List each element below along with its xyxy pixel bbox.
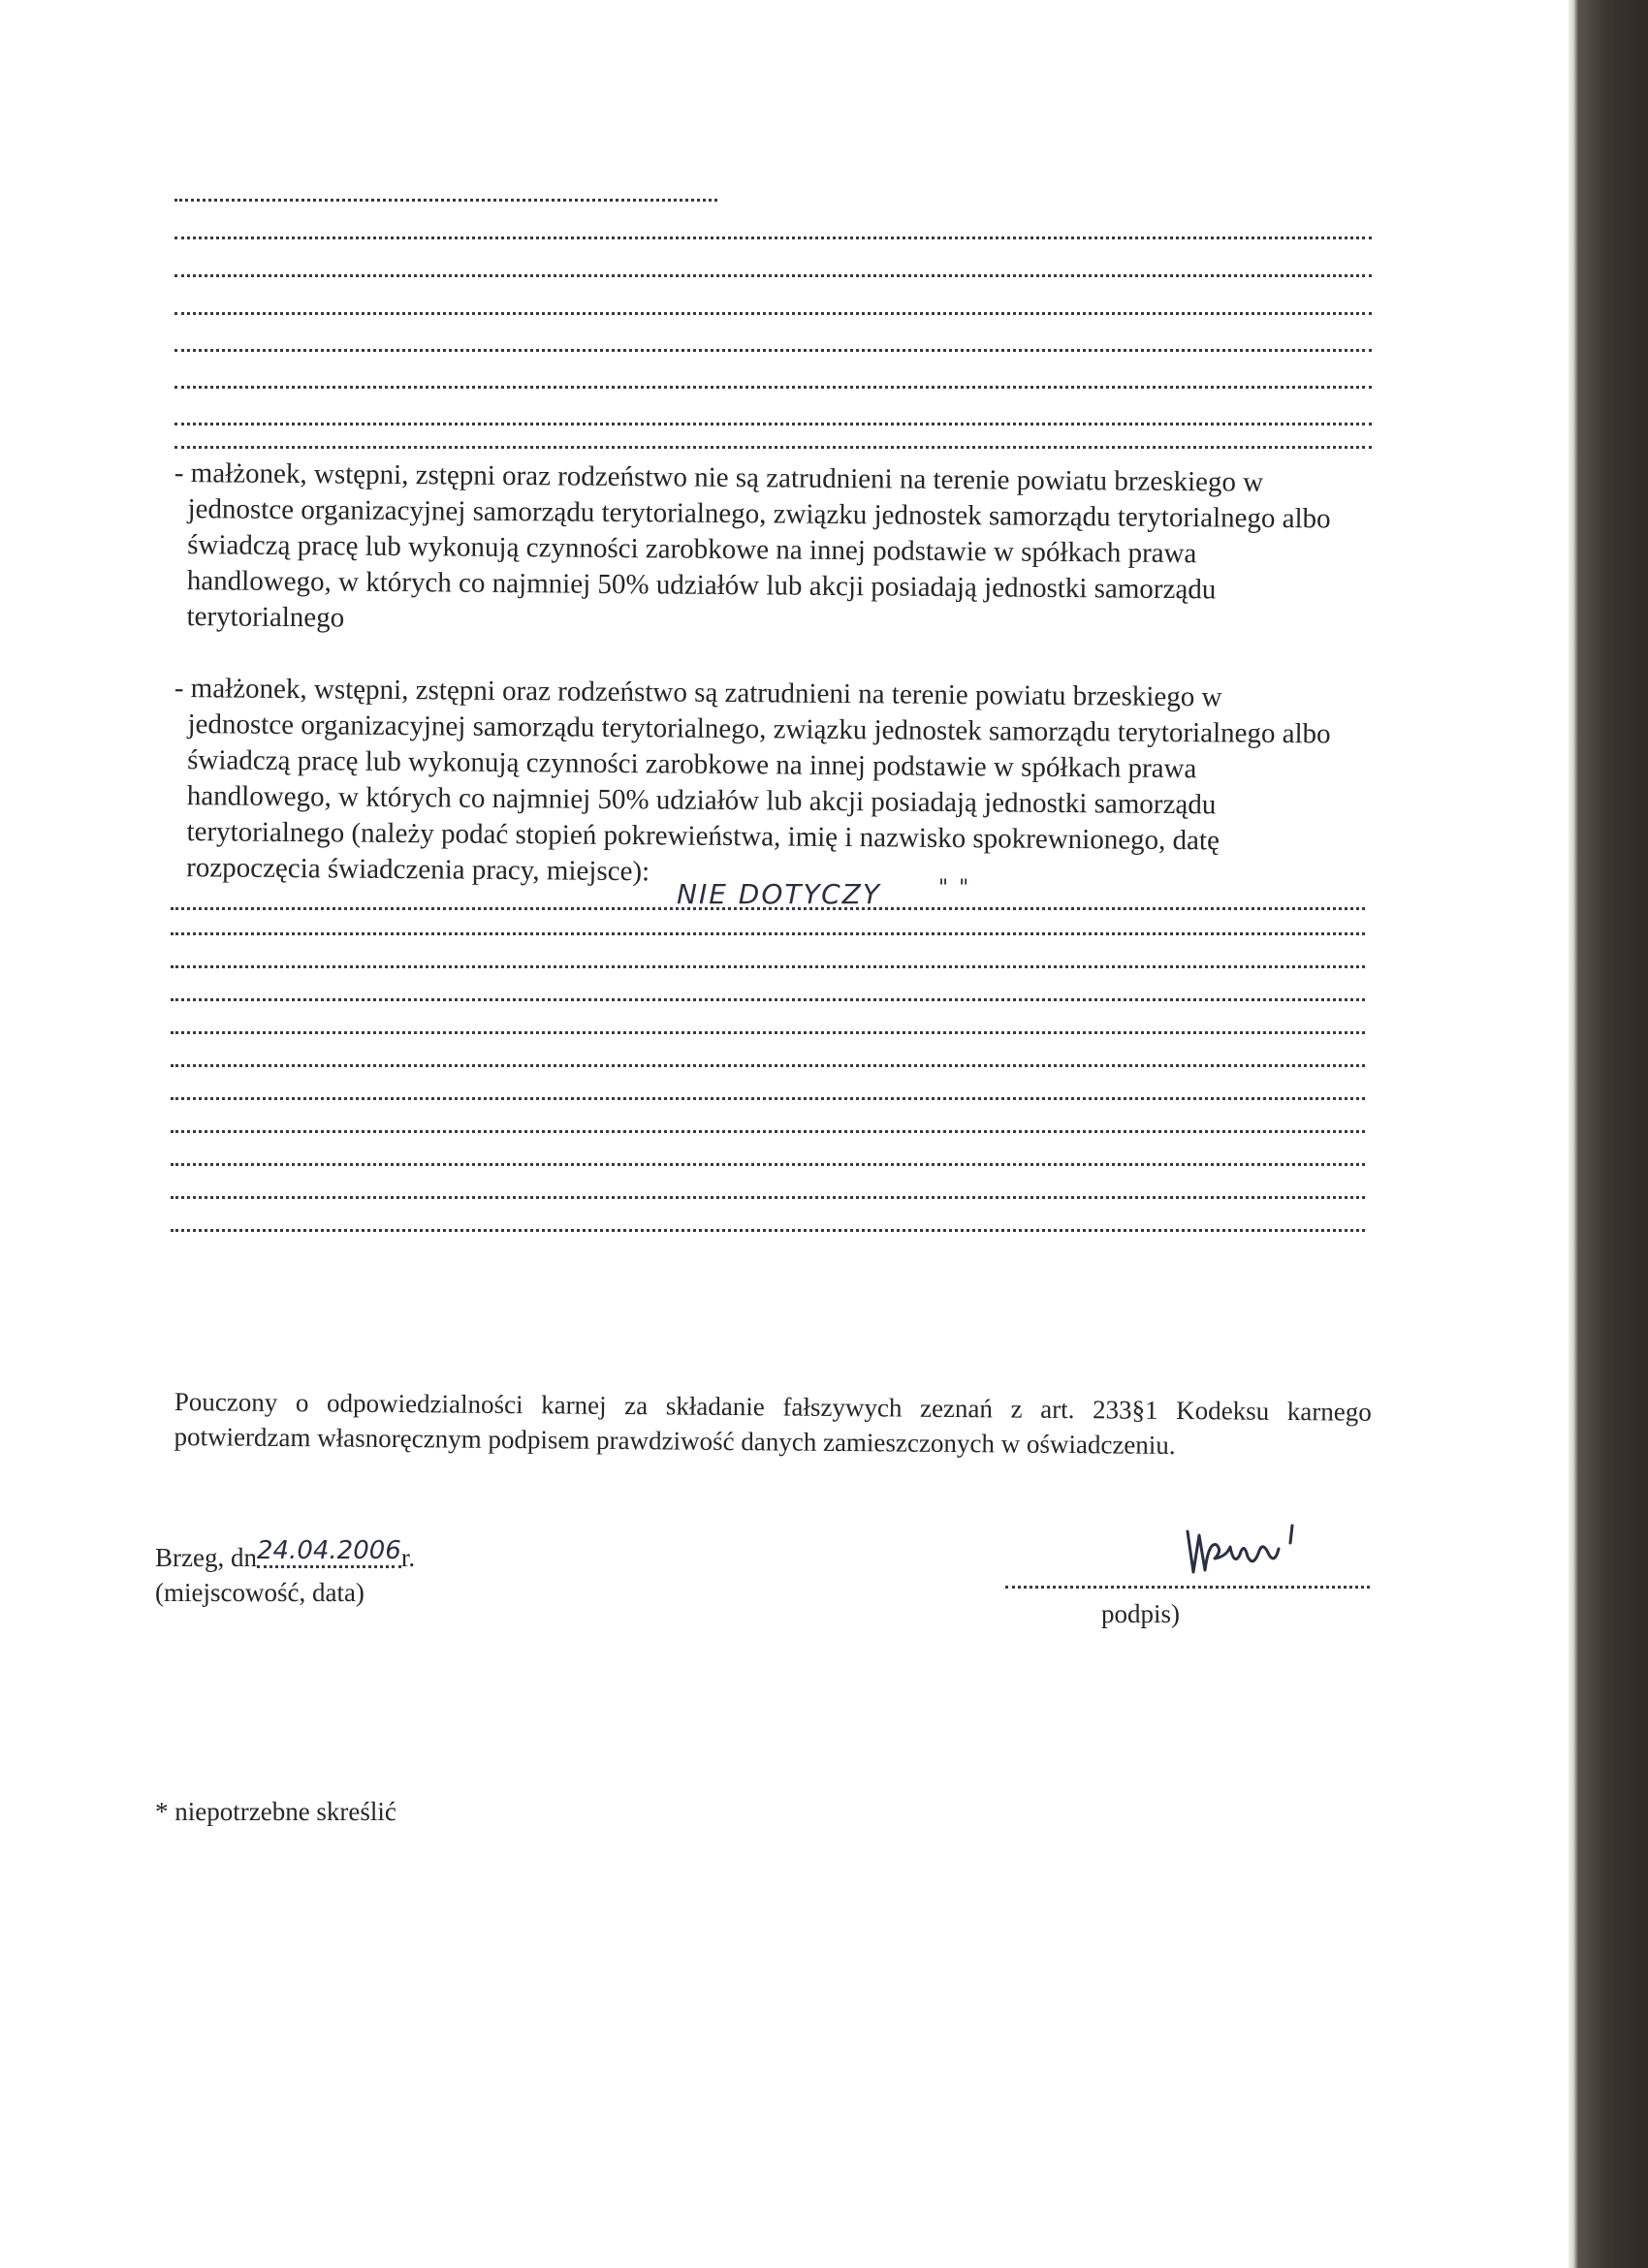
dotted-line: [171, 998, 1365, 1001]
dotted-line: [171, 965, 1365, 968]
dotted-line: [171, 1229, 1365, 1232]
dotted-line: [174, 236, 1372, 239]
statement-line: świadczą pracę lub wykonują czynności zarobkowe na innej podstawie w spółkach prawa: [187, 744, 1197, 785]
notice-line: potwierdzam własnoręcznym podpisem prawdziwość danych zamieszczonych w oświadczeniu.: [174, 1421, 1176, 1461]
statement-line: rozpoczęcia świadczenia pracy, miejsce):: [186, 852, 650, 888]
dotted-line: [174, 423, 1372, 425]
dotted-line: [174, 386, 1372, 389]
legal-notice: [174, 1384, 1372, 1465]
dotted-line: [171, 1130, 1365, 1133]
dotted-line: [174, 199, 717, 202]
statement-line: terytorialnego (należy podać stopień pokrewieństwa, imię i nazwisko spokrewnionego, datę: [186, 816, 1220, 857]
statement-line: handlowego, w których co najmniej 50% udziałów lub akcji posiadają jednostki samorządu: [186, 565, 1217, 606]
statement-line: - małżonek, wstępni, zstępni oraz rodzeństwo nie są zatrudnieni na terenie powiatu brzeskiego w: [174, 457, 1264, 498]
ditto-marks: " ": [938, 876, 971, 900]
dotted-line: [171, 1097, 1365, 1100]
handwritten-signature: [1178, 1512, 1314, 1580]
handwritten-answer: NIE DOTYCZY: [677, 878, 881, 910]
statement-line: - małżonek, wstępni, zstępni oraz rodzeństwo są zatrudnieni na terenie powiatu brzeskiego w: [174, 672, 1222, 713]
dotted-line: [171, 932, 1365, 935]
footnote: * niepotrzebne skreślić: [155, 1797, 396, 1826]
statement-employed: [173, 671, 1377, 897]
signature-caption: podpis): [1101, 1599, 1180, 1628]
statement-line: świadczą pracę lub wykonują czynności zarobkowe na innej podstawie w spółkach prawa: [187, 529, 1197, 570]
statement-line: jednostce organizacyjnej samorządu terytorialnego, związku jednostek samorządu terytorialnego albo: [187, 493, 1331, 535]
dotted-line: [171, 1064, 1365, 1067]
place-date-caption: (miejscowość, data): [155, 1578, 364, 1607]
dotted-line: [171, 1031, 1365, 1034]
signature-line: [1005, 1586, 1370, 1589]
dotted-line: [171, 1196, 1365, 1199]
statement-line: handlowego, w których co najmniej 50% udziałów lub akcji posiadają jednostki samorządu: [186, 780, 1217, 821]
dotted-line: [174, 446, 1372, 449]
handwritten-date: 24.04.2006: [257, 1536, 401, 1568]
dotted-line: [171, 1163, 1365, 1166]
dotted-line: [174, 312, 1372, 315]
place-date-prefix: Brzeg, dn: [155, 1543, 257, 1572]
scanner-edge: [1569, 0, 1648, 2268]
place-date-field: [155, 1536, 416, 1573]
statement-line: jednostce organizacyjnej samorządu terytorialnego, związku jednostek samorządu terytorialnego albo: [187, 709, 1331, 750]
dotted-line: [174, 349, 1372, 352]
place-date-suffix: r.: [400, 1543, 416, 1572]
notice-line: Pouczony o odpowiedzialności karnej za składanie fałszywych zeznań z art. 233§1 Kodeksu karnego: [174, 1386, 1372, 1427]
dotted-line: [174, 274, 1372, 277]
statement-not-employed: [173, 456, 1377, 646]
statement-line: terytorialnego: [186, 601, 345, 634]
